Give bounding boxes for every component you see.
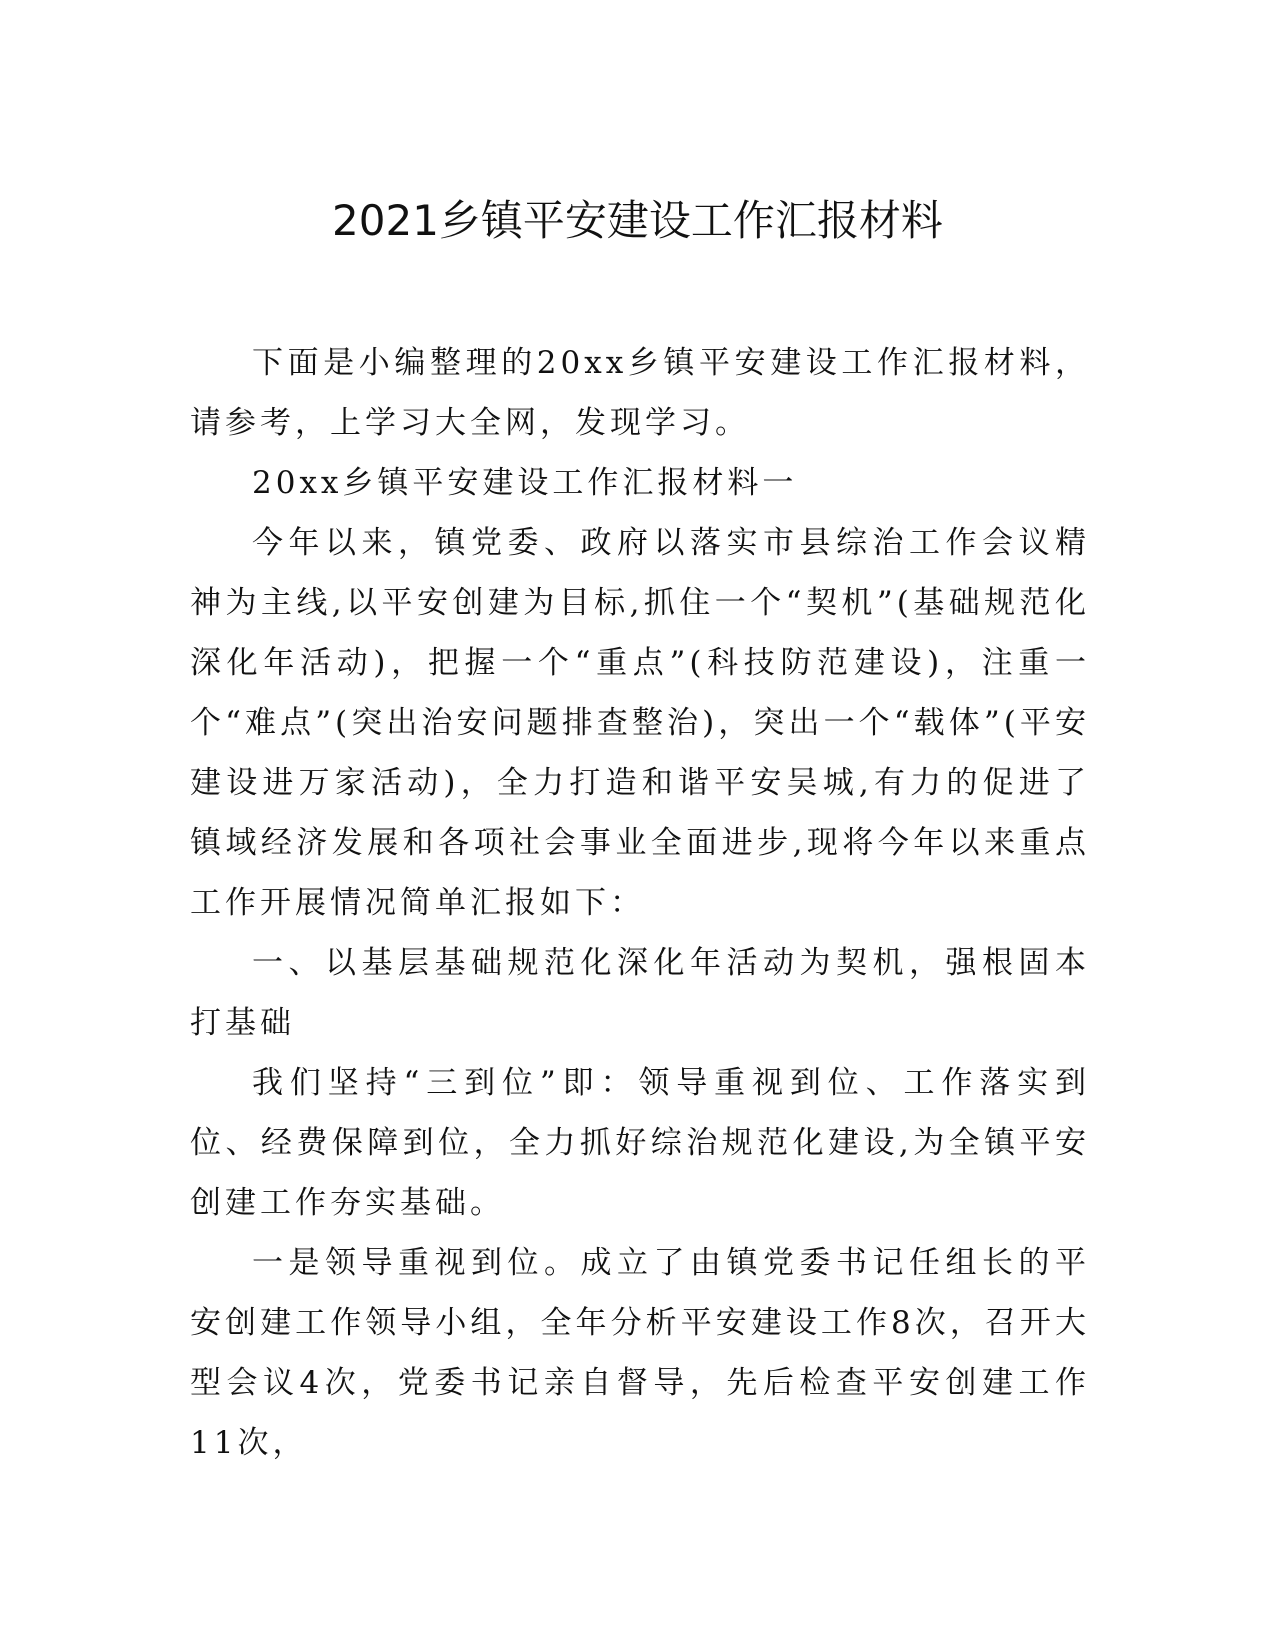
paragraph-overview: 今年以来，镇党委、政府以落实市县综治工作会议精神为主线,以平安创建为目标,抓住一个“契机”(基础规范化深化年活动)，把握一个“重点”(科技防范建设)，注重一个“难点”(突出治安问题排查整治)，突出一个“载体”(平安建设进万家活动)，全力打造和谐平安吴城,有力的促进了镇域经济发展和各项社会事业全面进步,现将今年以来重点工作开展情况简单汇报如下： [190,525,1090,921]
document-title: 2021乡镇平安建设工作汇报材料 [332,196,943,245]
paragraph-leadership: 一是领导重视到位。成立了由镇党委书记任组长的平安创建工作领导小组，全年分析平安建设工作8次，召开大型会议4次，党委书记亲自督导，先后检查平安创建工作11次， [190,1245,1090,1461]
paragraph-subtitle: 20xx乡镇平安建设工作汇报材料一 [252,465,798,501]
paragraph-section-heading: 一、以基层基础规范化深化年活动为契机，强根固本打基础 [190,945,1090,1041]
paragraph-intro: 下面是小编整理的20xx乡镇平安建设工作汇报材料，请参考，上学习大全网，发现学习。 [190,345,1090,441]
paragraph-three-in-place: 我们坚持“三到位”即：领导重视到位、工作落实到位、经费保障到位，全力抓好综治规范化建设,为全镇平安创建工作夯实基础。 [190,1065,1090,1221]
document-body [190,333,1090,1473]
